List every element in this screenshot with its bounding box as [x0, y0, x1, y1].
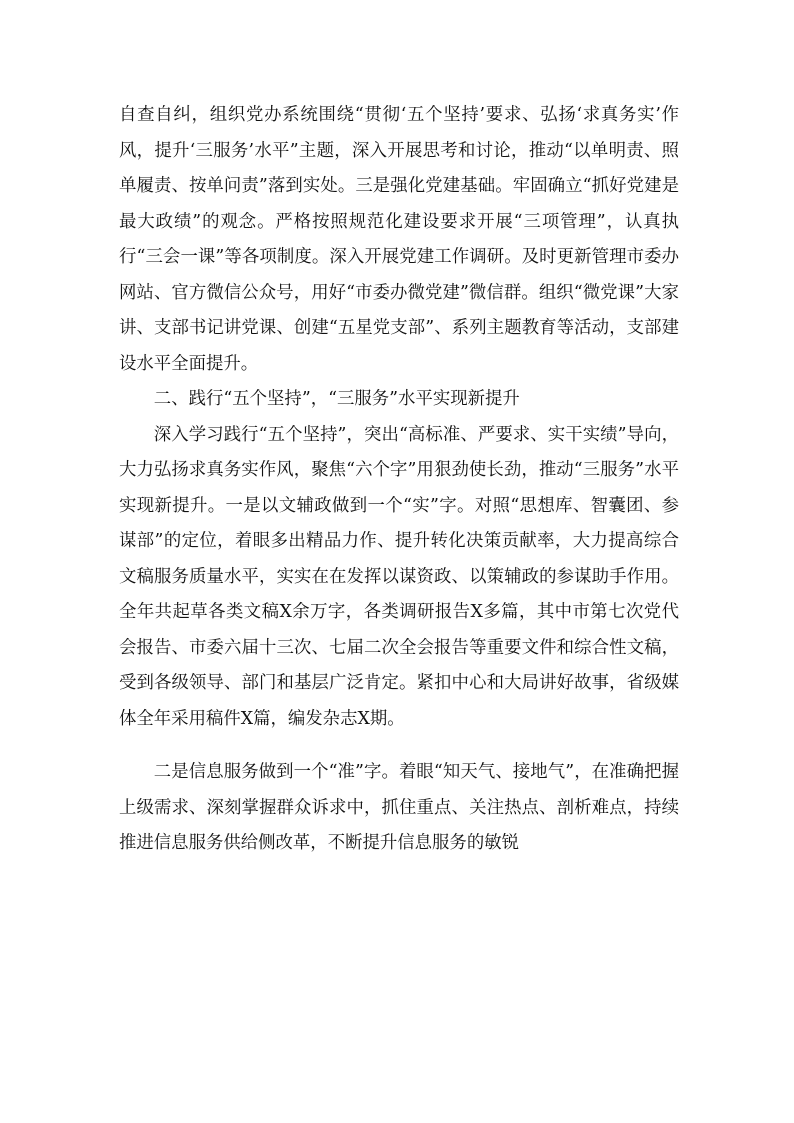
paragraph-information-service: 二是信息服务做到一个“准”字。着眼“知天气、接地气”，在准确把握上级需求、深刻掌握群众诉求中，抓住重点、关注热点、剖析难点，持续推进信息服务供给侧改革，不断提升信息服务的敏锐: [119, 762, 679, 853]
paragraph-three-services: 深入学习践行“五个坚持”，突出“高标准、严要求、实干实绩”导向，大力弘扬求真务实作风，聚焦“六个字”用狠劲使长劲，推动“三服务”水平实现新提升。一是以文辅政做到一个“实”字。对照“思想库、智囊团、参谋部”的定位，着眼多出精品力作、提升转化决策贡献率，大力提高综合文稿服务质量水平，实实在在发挥以谋资政、以策辅政的参谋助手作用。全年共起草各类文稿X余万字，各类调研报告X多篇，其中市第七次党代会报告、市委六届十三次、七届二次全会报告等重要文件和综合性文稿，受到各级领导、部门和基层广泛肯定。紧扣中心和大局讲好故事，省级媒体全年采用稿件X篇，编发杂志X期。: [119, 424, 679, 729]
document-page: [119, 98, 679, 862]
paragraph-gap: [119, 737, 679, 755]
paragraph-party-building: 自查自纠，组织党办系统围绕“贯彻‘五个坚持’要求、弘扬‘求真务实’作风，提升‘三服务’水平”主题，深入开展思考和讨论，推动“以单明责、照单履责、按单问责”落到实处。三是强化党建基础。牢固确立“抓好党建是最大政绩”的观念。严格按照规范化建设要求开展“三项管理”，认真执行“三会一课”等各项制度。深入开展党建工作调研。及时更新管理市委办网站、官方微信公众号，用好“市委办微党建”微信群。组织“微党课”大家讲、支部书记讲党课、创建“五星党支部”、系列主题教育等活动，支部建设水平全面提升。: [119, 105, 679, 374]
section-heading-2: 二、践行“五个坚持”，“三服务”水平实现新提升: [153, 389, 520, 409]
